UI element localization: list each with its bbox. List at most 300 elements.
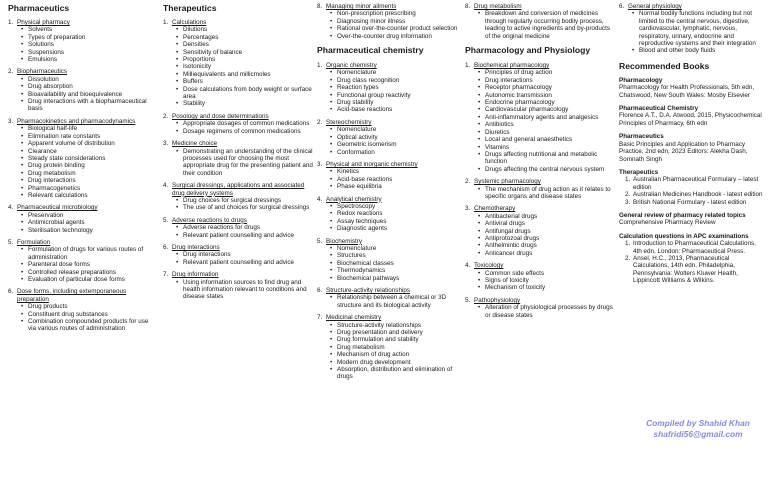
subtopic-item: • Acid-base reactions <box>330 106 465 113</box>
topic-label: Pharmaceutical microbiology <box>17 204 98 212</box>
topic-section <box>8 118 158 199</box>
subtopic-item: • Diuretics <box>478 129 615 136</box>
subtopic-item: • Endocrine pharmacology <box>478 99 615 106</box>
subtopic-item: • Antiprotozoal drugs <box>478 235 615 242</box>
topic-section <box>465 262 615 292</box>
book-list-item <box>625 240 765 255</box>
subtopic-item: • Alteration of physiological processes by drugs or disease states <box>478 304 615 319</box>
subtopic-list <box>163 224 313 239</box>
subtopic-list <box>317 203 465 233</box>
subtopic-item: • Bioavailability and bioequivalence <box>21 91 158 98</box>
subtopic-list <box>317 294 465 309</box>
subtopic-item: • Drug class recognition <box>330 77 465 84</box>
subtopic-list <box>8 76 158 113</box>
topic-number: 8. <box>317 3 323 10</box>
topic-label: Medicinal chemistry <box>326 314 382 322</box>
subtopic-list <box>163 148 313 178</box>
topic-number: 8. <box>465 3 471 10</box>
topic-label: Surgical dressings, applications and associated drug delivery systems <box>172 182 305 197</box>
subtopic-item: • Dose calculations from body weight or surface area <box>176 86 313 101</box>
topic-number: 3. <box>8 117 14 125</box>
book-list-text: Ansel, H.C., 2013, Pharmaceutical Calculations, 14th edn, Philadelphia, Pennsylvania: Wolters Kluwer Health, Lippincott Williams & Wilkins. <box>633 254 738 285</box>
book-list-item <box>625 199 765 206</box>
topic-section <box>163 140 313 177</box>
subtopic-item: • Conformation <box>330 149 465 156</box>
book-entry: Basic Principles and Application to Pharmacy Practice, 2nd edn, 2023 Editors: Alekha Dash, Somnath Singh <box>619 140 748 163</box>
book-group-heading: Pharmaceutics <box>619 133 664 141</box>
topic-number: 1. <box>8 19 14 26</box>
subtopic-item: • Structure-activity relationships <box>330 322 465 329</box>
topic-number: 6. <box>8 288 14 296</box>
subtopic-item: • Diagnosing minor illness <box>330 18 465 25</box>
book-entry: Florence A.T., D.A. Atwood, 2015, Physicochemical Principles of Pharmacy, 6th edn <box>619 112 762 127</box>
topic-number: 1. <box>465 62 471 70</box>
subtopic-item: • Breakdown and conversion of medicines through regularly occurring bodily process, leading to active ingredients and by-products of the original medicine <box>478 10 615 40</box>
subtopic-item: • Drug absorption <box>21 83 158 90</box>
topic-section <box>317 3 465 40</box>
topic-title <box>163 140 313 147</box>
book-list-item <box>625 255 765 285</box>
book-numbered-list <box>619 240 765 284</box>
subtopic-item: • The use of and choices for surgical dressings <box>176 204 313 211</box>
subtopic-item: • Sensitivity of balance <box>176 49 313 56</box>
subtopic-item: • Relationship between a chemical or 3D structure and its biological activity <box>330 294 465 309</box>
topic-title <box>8 68 158 75</box>
subtopic-item: • Mechanism of drug action <box>330 351 465 358</box>
subtopic-item: • Evaluation of particular dose forms <box>21 276 158 283</box>
subtopic-item: • Anticancer drugs <box>478 250 615 257</box>
book-list-number: 2. <box>625 191 631 199</box>
topic-label: Drug information <box>172 271 219 279</box>
subtopic-list <box>317 322 465 381</box>
topic-number: 7. <box>317 314 323 322</box>
subtopic-list <box>317 126 465 156</box>
topic-label: Systemic pharmacology <box>474 178 541 186</box>
book-list-item <box>625 176 765 191</box>
pharmacology-heading: Pharmacology and Physiology <box>465 45 591 56</box>
subtopic-item: • Kinetics <box>330 168 465 175</box>
topic-title <box>8 239 158 246</box>
subtopic-item: • Mechanism of toxicity <box>478 284 615 291</box>
subtopic-item: • Controlled release preparations <box>21 269 158 276</box>
subtopic-item: • Isotonicity <box>176 63 313 70</box>
book-list-number: 2. <box>625 254 631 262</box>
subtopic-list <box>465 186 615 201</box>
book-list-number: 3. <box>625 198 631 206</box>
subtopic-item: • Buffers <box>176 78 313 85</box>
subtopic-item: • Drug interactions <box>176 251 313 258</box>
subtopic-item: • Drug interactions <box>478 77 615 84</box>
subtopic-item: • Solutions <box>21 41 158 48</box>
subtopic-list <box>317 10 465 40</box>
topic-title <box>465 3 615 10</box>
topic-title <box>8 204 158 211</box>
subtopic-list <box>8 125 158 199</box>
subtopic-item: • Milliequivalents and millicmoles <box>176 71 313 78</box>
subtopic-item: • Dissolution <box>21 76 158 83</box>
subtopic-list <box>317 168 465 190</box>
subtopic-item: • Biochemical pathways <box>330 275 465 282</box>
credit-email: shafridi56@gmail.com <box>653 429 743 439</box>
book-numbered-list <box>619 176 765 206</box>
subtopic-list <box>619 10 765 54</box>
pharmaceutics-list <box>8 19 158 333</box>
subtopic-item: • Pharmacogenetics <box>21 185 158 192</box>
book-list-text: Introduction to Pharmaceutical Calculations, 4th edn, London: Pharmaceutical Press. <box>633 240 756 255</box>
subtopic-item: • Drug interactions <box>21 177 158 184</box>
subtopic-item: • Redox reactions <box>330 210 465 217</box>
topic-title <box>317 314 465 321</box>
topic-section <box>8 19 158 63</box>
subtopic-item: • Vitamins <box>478 144 615 151</box>
subtopic-list <box>8 212 158 234</box>
topic-number: 5. <box>317 237 323 245</box>
book-group-heading: Pharmaceutical Chemistry <box>619 105 699 113</box>
topic-number: 6. <box>163 243 169 251</box>
subtopic-item: • Antibacterial drugs <box>478 213 615 220</box>
subtopic-item: • Appropriate dosages of common medications <box>176 120 313 127</box>
topic-label: Formulation <box>17 238 51 246</box>
topic-title <box>163 217 313 224</box>
topic-section <box>8 68 158 112</box>
topic-section <box>317 161 465 191</box>
subtopic-list <box>465 213 615 257</box>
topic-label: Stereochemistry <box>326 118 372 126</box>
subtopic-item: • Anti-inflammatory agents and analgesics <box>478 114 615 121</box>
subtopic-item: • Antibiotics <box>478 121 615 128</box>
recommended-books-heading: Recommended Books <box>619 60 710 71</box>
topic-section <box>465 62 615 173</box>
subtopic-item: • Rational over-the-counter product selection <box>330 25 465 32</box>
topic-number: 5. <box>8 238 14 246</box>
subtopic-item: • Relevant calculations <box>21 192 158 199</box>
pharm-chem-continued-list <box>465 3 615 40</box>
subtopic-list <box>163 26 313 107</box>
subtopic-list <box>163 120 313 135</box>
book-group-heading: Pharmacology <box>619 76 663 84</box>
subtopic-list <box>163 279 313 301</box>
topic-section <box>465 3 615 40</box>
topic-label: Dose forms, including extemporaneous preparation <box>17 288 127 303</box>
subtopic-list <box>8 26 158 63</box>
subtopic-item: • Receptor pharmacology <box>478 84 615 91</box>
subtopic-list <box>465 69 615 173</box>
subtopic-item: • Common side effects <box>478 270 615 277</box>
topic-label: Biochemistry <box>326 237 363 245</box>
credit-block <box>632 418 764 440</box>
subtopic-list <box>317 245 465 282</box>
book-group <box>619 169 765 206</box>
therapeutics-continued-list <box>317 3 465 40</box>
subtopic-item: • Relevant patient counselling and advice <box>176 232 313 239</box>
topic-section <box>163 271 313 301</box>
subtopic-item: • Parenteral dose forms <box>21 261 158 268</box>
subtopic-item: • Nomenclature <box>330 245 465 252</box>
therapeutics-heading: Therapeutics <box>163 3 217 13</box>
subtopic-item: • Diagnostic agents <box>330 225 465 232</box>
topic-number: 6. <box>317 287 323 294</box>
subtopic-item: • Signs of toxicity <box>478 277 615 284</box>
topic-section <box>465 297 615 319</box>
subtopic-item: • Phase equilibria <box>330 183 465 190</box>
topic-title <box>163 113 313 120</box>
subtopic-item: • Thermodynamics <box>330 267 465 274</box>
topic-title <box>163 182 313 197</box>
subtopic-item: • Demonstrating an understanding of the clinical processes used for choosing the most appropriate drug for the presenting patient and their condition <box>176 148 313 178</box>
topic-number: 4. <box>163 182 169 190</box>
subtopic-item: • Spectroscopy <box>330 203 465 210</box>
topic-number: 5. <box>465 296 471 304</box>
subtopic-item: • Preservation <box>21 212 158 219</box>
subtopic-item: • Densities <box>176 41 313 48</box>
topic-title <box>465 62 615 69</box>
topic-title <box>465 178 615 185</box>
topic-label: Adverse reactions to drugs <box>172 216 247 224</box>
subtopic-item: • Modern drug development <box>330 359 465 366</box>
subtopic-item: • Reaction types <box>330 84 465 91</box>
topic-number: 4. <box>465 262 471 270</box>
subtopic-item: • Antimicrobial agents <box>21 219 158 226</box>
subtopic-item: • Formulation of drugs for various routes of administration <box>21 246 158 261</box>
topic-label: Calculations <box>172 19 207 26</box>
topic-number: 2. <box>465 178 471 186</box>
subtopic-item: • Drug metabolism <box>21 170 158 177</box>
topic-section <box>317 196 465 233</box>
pharm-chem-list <box>317 62 465 381</box>
topic-label: Pharmacokinetics and pharmacodynamics <box>17 117 136 125</box>
subtopic-item: • Absorption, distribution and elimination of drugs <box>330 366 465 381</box>
book-group <box>619 105 765 127</box>
subtopic-item: • Normal bodily functions including but not limited to the central nervous, digestive, cardiovascular, lymphatic, nervous, respiratory, urinary, endocrine and reproductive systems and their integration <box>632 10 765 47</box>
subtopic-item: • Drug stability <box>330 99 465 106</box>
column-4 <box>465 3 615 324</box>
topic-number: 2. <box>317 118 323 126</box>
subtopic-item: • Drugs affecting the central nervous system <box>478 166 615 173</box>
subtopic-list <box>8 246 158 283</box>
subtopic-item: • Proportions <box>176 56 313 63</box>
topic-number: 3. <box>317 160 323 168</box>
credit-name: Compiled by Shahid Khan <box>646 418 750 428</box>
subtopic-item: • Over-the-counter drug information <box>330 33 465 40</box>
book-entry: Pharmacology for Health Professionals, 5th edn, Chatswood, New South Wales: Mosby Elsevier <box>619 84 755 99</box>
subtopic-item: • Cardiovascular pharmacology <box>478 106 615 113</box>
subtopic-item: • Elimination rate constants <box>21 133 158 140</box>
topic-label: Toxicology <box>474 262 504 270</box>
subtopic-item: • Drug presentation and delivery <box>330 329 465 336</box>
pharmaceutics-heading: Pharmaceutics <box>8 3 70 13</box>
subtopic-item: • Sterilisation technology <box>21 227 158 234</box>
topic-number: 4. <box>317 195 323 203</box>
pharmacology-list <box>465 62 615 319</box>
column-2 <box>163 3 313 306</box>
topic-title <box>317 3 465 10</box>
subtopic-item: • Emulsions <box>21 56 158 63</box>
subtopic-item: • Functional group reactivity <box>330 92 465 99</box>
topic-title <box>465 262 615 269</box>
subtopic-item: • Local and general anaesthetics <box>478 136 615 143</box>
topic-title <box>163 244 313 251</box>
topic-label: Physical pharmacy <box>17 19 70 26</box>
recommended-books-list <box>619 77 765 285</box>
subtopic-item: • Using information sources to find drug and health information relevant to conditions and disease states <box>176 279 313 301</box>
subtopic-item: • Dosage regimens of common medications <box>176 128 313 135</box>
topic-label: Medicine choice <box>172 140 218 148</box>
topic-section <box>163 113 313 135</box>
subtopic-item: • Nomenclature <box>330 69 465 76</box>
subtopic-item: • Principles of drug action <box>478 69 615 76</box>
subtopic-item: • Autonomic transmission <box>478 92 615 99</box>
book-list-number: 1. <box>625 240 631 248</box>
topic-label: Chemotherapy <box>474 205 516 213</box>
book-entry: Comprehensive Pharmacy Review <box>619 219 716 227</box>
subtopic-item: • Drug interactions with a biopharmaceutical basis <box>21 98 158 113</box>
subtopic-list <box>8 303 158 333</box>
subtopic-item: • Anthelmintic drugs <box>478 242 615 249</box>
subtopic-item: • Dilutions <box>176 26 313 33</box>
subtopic-item: • Assay techniques <box>330 218 465 225</box>
topic-label: Drug metabolism <box>474 3 522 10</box>
topic-section <box>163 244 313 266</box>
topic-section <box>619 3 765 55</box>
topic-number: 4. <box>8 204 14 212</box>
topic-title <box>163 19 313 26</box>
topic-section <box>8 288 158 332</box>
subtopic-list <box>163 197 313 212</box>
subtopic-item: • Structures <box>330 252 465 259</box>
topic-number: 1. <box>163 19 169 26</box>
book-list-text: British National Formulary - latest edition <box>633 198 747 206</box>
topic-section <box>163 19 313 108</box>
book-group-heading: Calculation questions in APC examinations <box>619 232 749 240</box>
topic-label: Analytical chemistry <box>326 195 382 203</box>
book-group <box>619 77 765 99</box>
subtopic-item: • Adverse reactions for drugs <box>176 224 313 231</box>
subtopic-item: • Drugs affecting nutritional and metabolic function <box>478 151 615 166</box>
topic-label: Posology and dose determinations <box>172 112 269 120</box>
pharmacology-continued-list <box>619 3 765 55</box>
subtopic-item: • Blood and other body fluids <box>632 47 765 54</box>
topic-label: Physical and inorganic chemistry <box>326 160 418 168</box>
subtopic-list <box>465 10 615 40</box>
topic-title <box>317 287 465 294</box>
book-list-number: 1. <box>625 176 631 184</box>
subtopic-item: • Drug metabolism <box>330 344 465 351</box>
topic-section <box>8 204 158 234</box>
topic-title <box>8 19 158 26</box>
subtopic-list <box>317 69 465 113</box>
topic-number: 6. <box>619 3 625 10</box>
therapeutics-list <box>163 19 313 301</box>
subtopic-item: • Steady state considerations <box>21 155 158 162</box>
subtopic-item: • Stability <box>176 100 313 107</box>
book-group-heading: Therapeutics <box>619 168 659 176</box>
subtopic-item: • Drug protein binding <box>21 162 158 169</box>
topic-label: Structure-activity relationships <box>326 287 410 294</box>
column-1 <box>8 3 158 338</box>
book-group-heading: General review of pharmacy related topics <box>619 211 746 219</box>
subtopic-list <box>465 304 615 319</box>
subtopic-item: • Biochemical classes <box>330 260 465 267</box>
subtopic-item: • Percentages <box>176 34 313 41</box>
subtopic-item: • Drug products <box>21 303 158 310</box>
topic-title <box>465 205 615 212</box>
subtopic-item: • Suspensions <box>21 49 158 56</box>
topic-title <box>317 196 465 203</box>
topic-section <box>465 205 615 257</box>
topic-number: 2. <box>8 68 14 76</box>
subtopic-item: • Solvents <box>21 26 158 33</box>
subtopic-item: • Relevant patient counselling and advice <box>176 259 313 266</box>
topic-section <box>8 239 158 283</box>
topic-section <box>317 62 465 114</box>
book-group <box>619 233 765 285</box>
subtopic-item: • Non-prescription prescribing <box>330 10 465 17</box>
subtopic-item: • Drug formulation and stability <box>330 336 465 343</box>
subtopic-item: • Nomenclature <box>330 126 465 133</box>
topic-label: Drug interactions <box>172 243 220 251</box>
topic-section <box>163 182 313 212</box>
topic-title <box>163 271 313 278</box>
topic-title <box>317 119 465 126</box>
topic-label: Organic chemistry <box>326 62 377 70</box>
book-group <box>619 133 765 163</box>
topic-title <box>465 297 615 304</box>
topic-label: Biochemical pharmacology <box>474 62 550 70</box>
subtopic-item: • Drug choices for surgical dressings <box>176 197 313 204</box>
subtopic-list <box>163 251 313 266</box>
topic-title <box>8 288 158 303</box>
subtopic-item: • Antifungal drugs <box>478 228 615 235</box>
topic-section <box>317 314 465 381</box>
topic-section <box>317 119 465 156</box>
subtopic-item: • Antiviral drugs <box>478 220 615 227</box>
topic-title <box>317 62 465 69</box>
subtopic-item: • Constituent drug substances <box>21 311 158 318</box>
subtopic-item: • Optical activity <box>330 134 465 141</box>
subtopic-item: • Biological half-life <box>21 125 158 132</box>
book-list-item <box>625 191 765 198</box>
subtopic-item: • Combination compounded products for use via various routes of administration <box>21 318 158 333</box>
subtopic-item: • Geometric isomerism <box>330 141 465 148</box>
topic-title <box>8 118 158 125</box>
topic-label: Pathophysiology <box>474 296 521 304</box>
topic-number: 7. <box>163 271 169 279</box>
book-list-text: Australian Pharmaceutical Formulary – latest edition <box>633 176 759 191</box>
topic-label: Biopharmaceutics <box>17 68 68 76</box>
topic-section <box>317 287 465 309</box>
topic-section <box>163 217 313 239</box>
topic-title <box>317 161 465 168</box>
subtopic-item: • The mechanism of drug action as it relates to specific organs and disease states <box>478 186 615 201</box>
topic-number: 3. <box>465 205 471 213</box>
topic-number: 2. <box>163 112 169 120</box>
topic-label: General physiology <box>628 3 682 10</box>
topic-title <box>619 3 765 10</box>
topic-number: 3. <box>163 140 169 148</box>
column-3 <box>317 3 465 386</box>
subtopic-item: • Types of preparation <box>21 34 158 41</box>
topic-label: Managing minor ailments <box>326 3 397 10</box>
subtopic-item: • Clearance <box>21 148 158 155</box>
topic-title <box>317 238 465 245</box>
subtopic-item: • Apparent volume of distribution <box>21 140 158 147</box>
subtopic-item: • Acid-base reactions <box>330 176 465 183</box>
column-5 <box>619 3 765 291</box>
subtopic-list <box>465 270 615 292</box>
book-group <box>619 212 765 227</box>
pharm-chem-heading: Pharmaceutical chemistry <box>317 45 424 56</box>
topic-section <box>317 238 465 282</box>
